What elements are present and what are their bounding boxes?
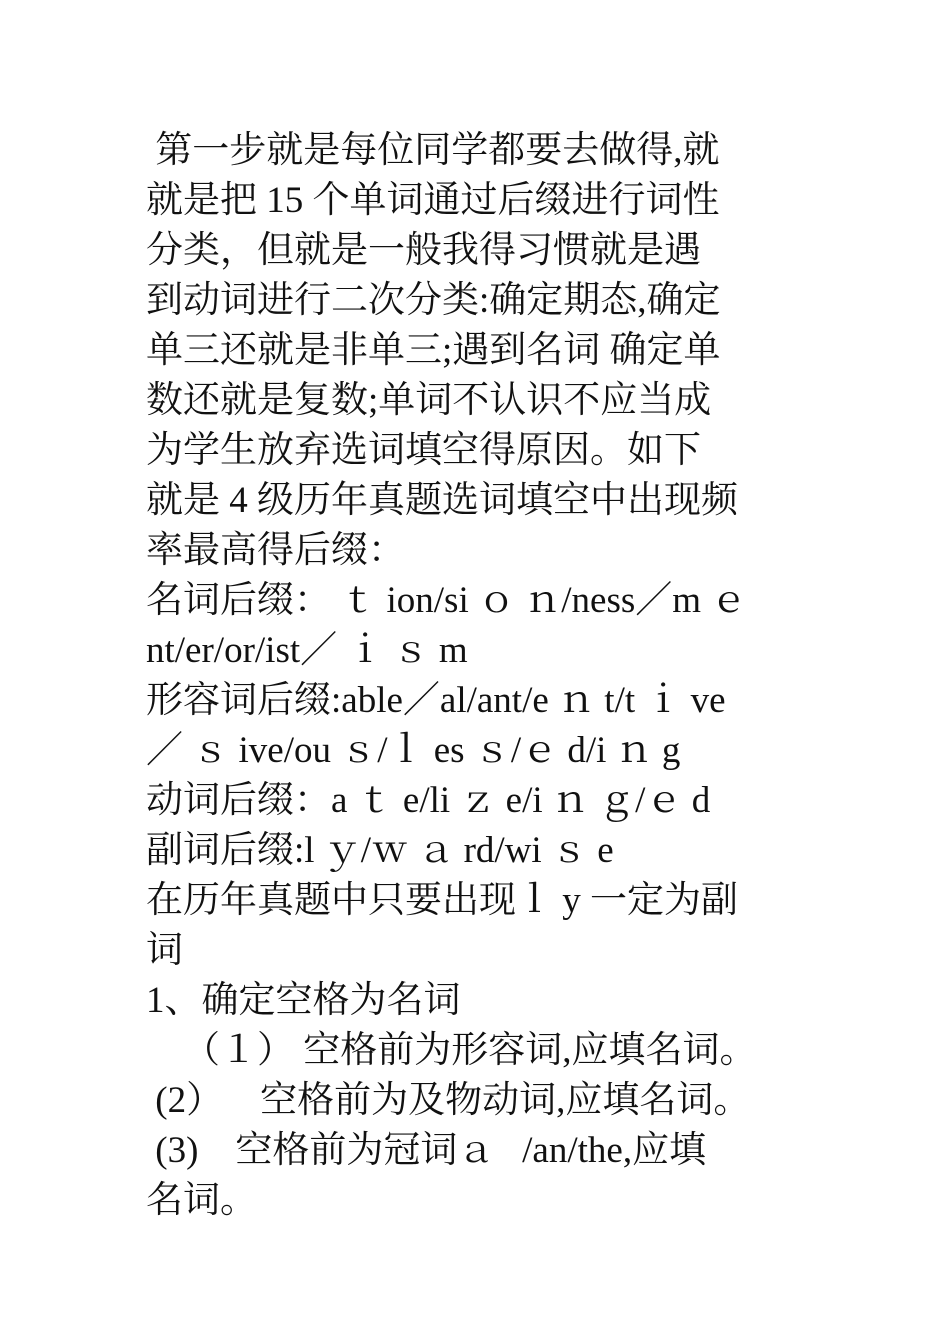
text-line-5: 单三还就是非单三;遇到名词 确定单 bbox=[146, 330, 721, 371]
body-text bbox=[146, 126, 816, 1226]
text-line-9: 率最高得后缀： bbox=[146, 530, 405, 571]
rule-item-3-cont: 名词。 bbox=[146, 1180, 257, 1221]
text-line-6: 数还就是复数;单词不认识不应当成 bbox=[146, 380, 712, 421]
text-line-16: 在历年真题中只要出现ｌ y 一定为副 bbox=[146, 880, 738, 921]
text-line-7: 为学生放弃选词填空得原因。如下 bbox=[146, 430, 701, 471]
text-line-3: 分类，但就是一般我得习惯就是遇 bbox=[146, 230, 701, 271]
text-line-4: 到动词进行二次分类:确定期态,确定 bbox=[146, 280, 721, 321]
text-line-2: 就是把 15 个单词通过后缀进行词性 bbox=[146, 180, 720, 221]
noun-suffix-line-2: nt/er/or/ist／ ｉ ｓ m bbox=[146, 630, 468, 671]
adjective-suffix-line-1: 形容词后缀:able／al/ant/e ｎ t/t ｉ ve bbox=[146, 680, 726, 721]
text-line-1: 第一步就是每位同学都要去做得,就 bbox=[146, 130, 720, 171]
adjective-suffix-line-2: ／ ｓ ive/ou ｓ/ｌ es ｓ/ｅ d/i ｎ g bbox=[146, 730, 681, 771]
adverb-suffix-line: 副词后缀:l ｙ/ｗ ａ rd/wi ｓ e bbox=[146, 830, 614, 871]
verb-suffix-line: 动词后缀：a ｔ e/li ｚ e/i ｎ ｇ/ｅ d bbox=[146, 780, 711, 821]
rule-item-2: (2） 空格前为及物动词,应填名词。 bbox=[146, 1080, 751, 1121]
rule-item-3: (3) 空格前为冠词ａ /an/the,应填 bbox=[146, 1130, 707, 1171]
text-line-8: 就是 4 级历年真题选词填空中出现频 bbox=[146, 480, 738, 521]
rule-item-1: （１） 空格前为形容词,应填名词。 bbox=[146, 1030, 757, 1071]
section-heading: 1、确定空格为名词 bbox=[146, 980, 461, 1021]
text-line-17: 词 bbox=[146, 930, 183, 971]
noun-suffix-line-1: 名词后缀： ｔ ion/si ｏ ｎ/ness／m ｅ bbox=[146, 580, 748, 621]
